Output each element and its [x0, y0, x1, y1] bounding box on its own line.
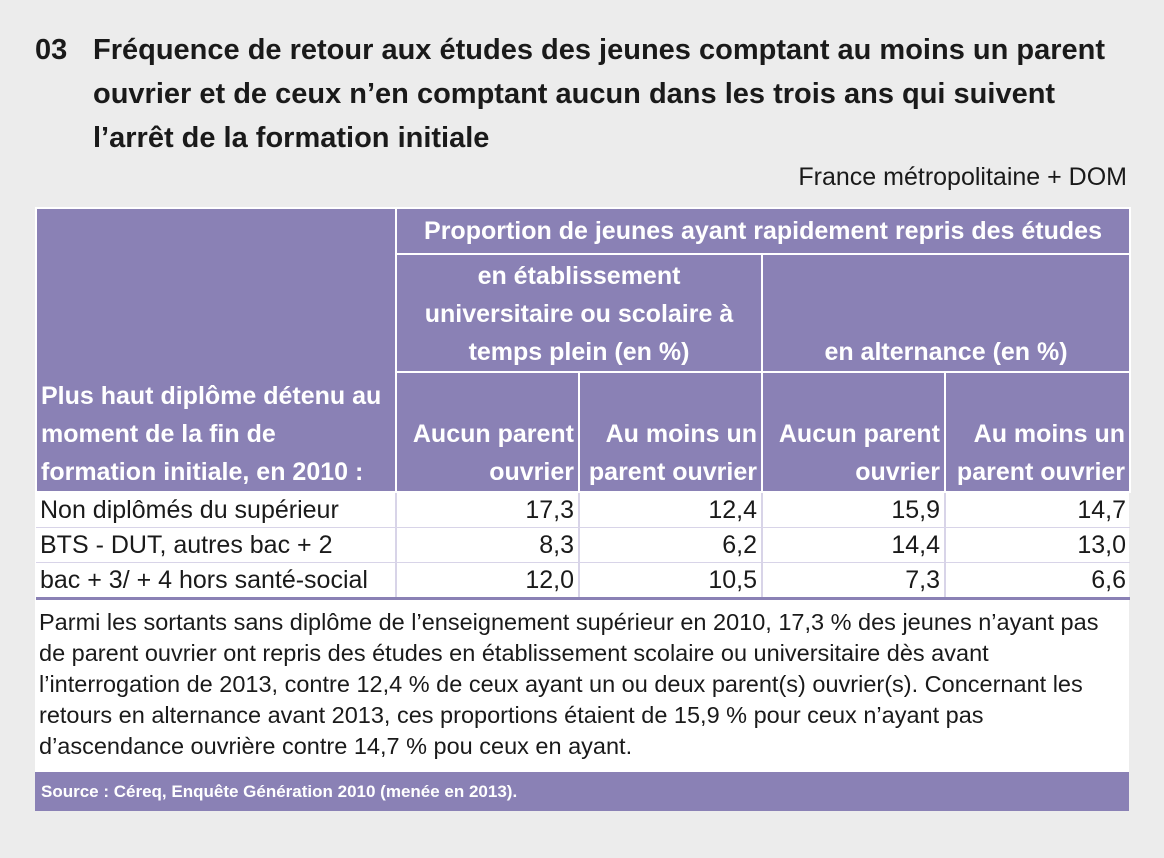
table-cell: 12,0	[396, 563, 579, 599]
table-row	[36, 528, 1130, 563]
source-bar: Source : Céreq, Enquête Génération 2010 (menée en 2013).	[35, 772, 1129, 811]
column-header: Au moins un parent ouvrier	[945, 372, 1130, 492]
figure-title-text: Fréquence de retour aux études des jeunes comptant au moins un parent ouvrier et de ceux n’en comptant aucun dans les trois ans qui suivent l’arrêt de la formation initiale	[93, 34, 1105, 154]
figure-number: 03	[35, 34, 68, 66]
row-label: Non diplômés du supérieur	[36, 492, 396, 528]
column-header: Aucun parent ouvrier	[762, 372, 945, 492]
table-cell: 6,2	[579, 528, 762, 563]
column-header: Au moins un parent ouvrier	[579, 372, 762, 492]
table-row	[36, 492, 1130, 528]
table-cell: 6,6	[945, 563, 1130, 599]
group-header-alternance: en alternance (en %)	[762, 254, 1130, 372]
band-header: Proportion de jeunes ayant rapidement repris des études	[396, 208, 1130, 254]
group-header-full-time: en établissement universitaire ou scolaire à temps plein (en %)	[396, 254, 762, 372]
region-label: France métropolitaine + DOM	[798, 163, 1127, 191]
row-label: BTS - DUT, autres bac + 2	[36, 528, 396, 563]
table-cell: 10,5	[579, 563, 762, 599]
table-cell: 17,3	[396, 492, 579, 528]
table-cell: 8,3	[396, 528, 579, 563]
data-table	[35, 207, 1131, 600]
table-cell: 14,7	[945, 492, 1130, 528]
table-row	[36, 563, 1130, 599]
row-label: bac + 3/ + 4 hors santé-social	[36, 563, 396, 599]
table-panel	[35, 207, 1129, 811]
table-cell: 7,3	[762, 563, 945, 599]
table-cell: 12,4	[579, 492, 762, 528]
table-cell: 15,9	[762, 492, 945, 528]
table-cell: 13,0	[945, 528, 1130, 563]
stub-header: Plus haut diplôme détenu au moment de la fin de formation initiale, en 2010 :	[36, 208, 396, 492]
table-cell: 14,4	[762, 528, 945, 563]
column-header: Aucun parent ouvrier	[396, 372, 579, 492]
reading-note: Parmi les sortants sans diplôme de l’enseignement supérieur en 2010, 17,3 % des jeunes n’ayant pas de parent ouvrier ont repris des études en établissement scolaire ou universitaire dès avant l’interrogation de 2013, contre 12,4 % de ceux ayant un ou deux parent(s) ouvrier(s). Concernant les retours en alternance avant 2013, ces proportions étaient de 15,9 % pour ceux n’ayant pas d’ascendance ouvrière contre 14,7 % pou ceux en ayant.	[39, 609, 1099, 759]
